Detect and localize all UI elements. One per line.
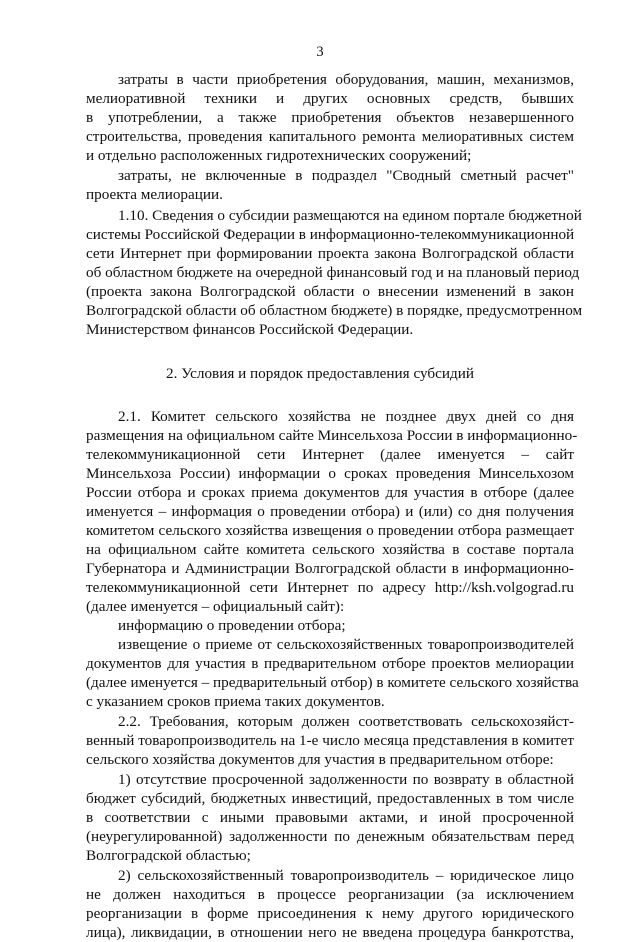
text-line: (далее именуется – предварительный отбор) в комитете сельского хозяйства — [86, 674, 579, 691]
text-line: сети Интернет при формировании проекта закона Волгоградской области — [86, 245, 574, 262]
text-line: (неурегулированной) задолженности по денежным обязательствам перед — [86, 828, 574, 845]
text-line: Минсельхоза России) информации о сроках проведения Минсельхозом — [86, 465, 574, 482]
page-number: 3 — [316, 44, 324, 60]
text-line: в употреблении, а также приобретения объектов незавершенного — [86, 109, 574, 126]
text-line: именуется – информация о проведении отбора) и (или) со дня получения — [86, 503, 574, 520]
text-line: не должен находиться в процессе реорганизации (за исключением — [86, 886, 574, 903]
text-line: телекоммуникационной сети Интернет по адресу http://ksh.volgograd.ru — [86, 579, 574, 596]
section-heading: 2. Условия и порядок предоставления субсидий — [166, 365, 474, 382]
text-line: реорганизации в форме присоединения к нему другого юридического — [86, 905, 574, 922]
text-line: Волгоградской областью; — [86, 847, 251, 864]
text-line: на официальном сайте комитета сельского хозяйства в составе портала — [86, 541, 574, 558]
text-line: системы Российской Федерации в информационно-телекоммуникационной — [86, 226, 575, 243]
text-line: документов для участия в предварительном отборе проектов мелиорации — [86, 655, 574, 672]
text-line: проекта мелиорации. — [86, 186, 223, 203]
text-line: 1.10. Сведения о субсидии размещаются на едином портале бюджетной — [118, 207, 582, 224]
text-line: Волгоградской области об областном бюджете) в порядке, предусмотренном — [86, 302, 583, 319]
text-line: размещения на официальном сайте Минсельхоза России в информационно- — [86, 427, 578, 444]
text-line: затраты, не включенные в подраздел "Сводный сметный расчет" — [118, 167, 574, 184]
text-line: с указанием сроков приема таких документов. — [86, 693, 385, 710]
text-line: строительства, проведения капитального ремонта мелиоративных систем — [86, 128, 574, 145]
text-line: об областном бюджете на очередной финансовый год и на плановый период — [86, 264, 580, 281]
text-line: бюджет субсидий, бюджетных инвестиций, предоставленных в том числе — [86, 790, 574, 807]
text-line: в соответствии с иными правовыми актами, и иной просроченной — [86, 809, 574, 826]
text-line: лица), ликвидации, в отношении него не введена процедура банкротства, — [86, 924, 574, 941]
text-line: извещение о приеме от сельскохозяйственных товаропроизводителей — [118, 636, 574, 653]
text-line: России отбора и сроках приема документов для участия в отборе (далее — [86, 484, 574, 501]
text-line: затраты в части приобретения оборудования, машин, механизмов, — [118, 71, 574, 88]
text-line: Губернатора и Администрации Волгоградской области в информационно- — [86, 560, 574, 577]
text-line: 2) сельскохозяйственный товаропроизводитель – юридическое лицо — [118, 867, 574, 884]
text-line: 2.1. Комитет сельского хозяйства не позднее двух дней со дня — [118, 408, 574, 425]
text-line: комитетом сельского хозяйства извещения о проведении отбора размещает — [86, 522, 574, 539]
text-line: телекоммуникационной сети Интернет (далее именуется – сайт — [86, 446, 574, 463]
text-line: информацию о проведении отбора; — [118, 617, 346, 634]
text-line: (проекта закона Волгоградской области о внесении изменений в закон — [86, 283, 574, 300]
text-line: 2.2. Требования, которым должен соответствовать сельскохозяйст- — [118, 713, 574, 730]
text-line: венный товаропроизводитель на 1-е число месяца представления в комитет — [86, 732, 575, 749]
text-line: (далее именуется – официальный сайт): — [86, 598, 345, 615]
text-line: и отдельно расположенных гидротехнических сооружений; — [86, 147, 472, 164]
text-line: сельского хозяйства документов для участия в предварительном отборе: — [86, 751, 554, 768]
text-line: 1) отсутствие просроченной задолженности по возврату в областной — [118, 771, 574, 788]
text-line: Министерством финансов Российской Федерации. — [86, 321, 414, 338]
text-line: мелиоративной техники и других основных средств, бывших — [86, 90, 574, 107]
